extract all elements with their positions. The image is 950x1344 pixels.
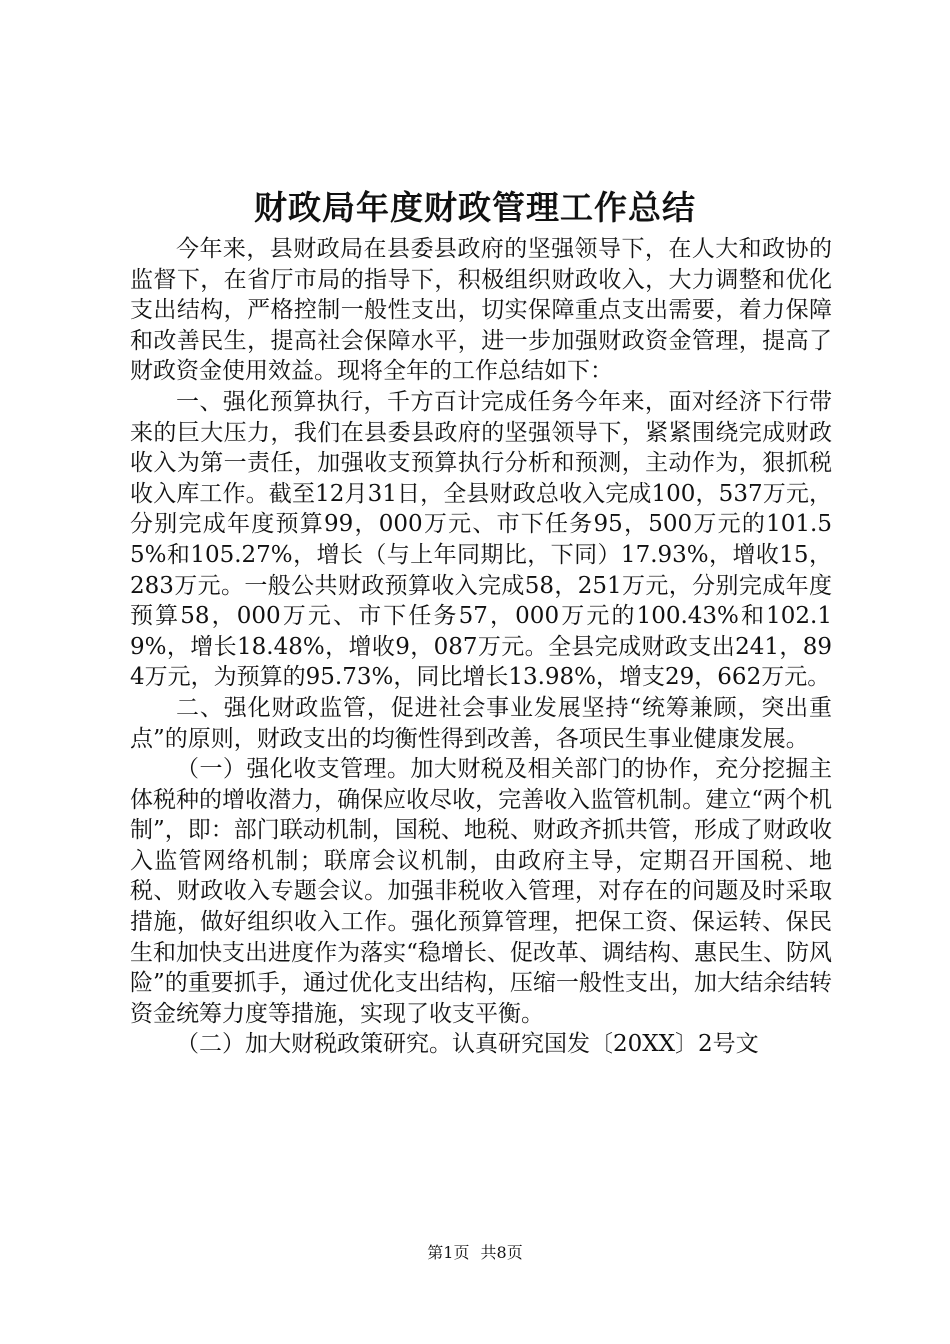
document-body: [130, 234, 832, 1060]
paragraph-subsection-2: （二）加大财税政策研究。认真研究国发〔20XX〕2号文: [176, 1031, 759, 1058]
paragraph-section-1: 一、强化预算执行，千方百计完成任务今年来，面对经济下行带来的巨大压力，我们在县委县政府的坚强领导下，紧紧围绕完成财政收入为第一责任，加强收支预算执行分析和预测，主动作为，狠抓税收入库工作。截至12月31日，全县财政总收入完成100，537万元，分别完成年度预算99，000万元、市下任务95，500万元的101.55%和105.27%，增长（与上年同期比，下同）17.93%，增收15，283万元。一般公共财政预算收入完成58，251万元，分别完成年度预算58，000万元、市下任务57，000万元的100.43%和102.19%，增长18.48%，增收9，087万元。全县完成财政支出241，894万元，为预算的95.73%，同比增长13.98%，增支29，662万元。: [130, 388, 832, 691]
paragraph-section-2: 二、强化财政监管，促进社会事业发展坚持“统筹兼顾，突出重点”的原则，财政支出的均衡性得到改善，各项民生事业健康发展。: [130, 694, 832, 752]
paragraph-intro: 今年来，县财政局在县委县政府的坚强领导下，在人大和政协的监督下，在省厅市局的指导下，积极组织财政收入，大力调整和优化支出结构，严格控制一般性支出，切实保障重点支出需要，着力保障和改善民生，提高社会保障水平，进一步加强财政资金管理，提高了财政资金使用效益。现将全年的工作总结如下：: [130, 236, 832, 385]
page-footer: [0, 1243, 950, 1263]
document-title: 财政局年度财政管理工作总结: [254, 188, 696, 227]
page-total: 共8页: [480, 1243, 523, 1262]
page-number: 第1页: [427, 1243, 470, 1262]
paragraph-subsection-1: （一）强化收支管理。加大财税及相关部门的协作，充分挖掘主体税种的增收潜力，确保应收尽收，完善收入监管机制。建立“两个机制”，即：部门联动机制，国税、地税、财政齐抓共管，形成了财政收入监管网络机制；联席会议机制，由政府主导，定期召开国税、地税、财政收入专题会议。加强非税收入管理，对存在的问题及时采取措施，做好组织收入工作。强化预算管理，把保工资、保运转、保民生和加快支出进度作为落实“稳增长、促改革、调结构、惠民生、防风险”的重要抓手，通过优化支出结构，压缩一般性支出，加大结余结转资金统筹力度等措施，实现了收支平衡。: [130, 756, 832, 1027]
